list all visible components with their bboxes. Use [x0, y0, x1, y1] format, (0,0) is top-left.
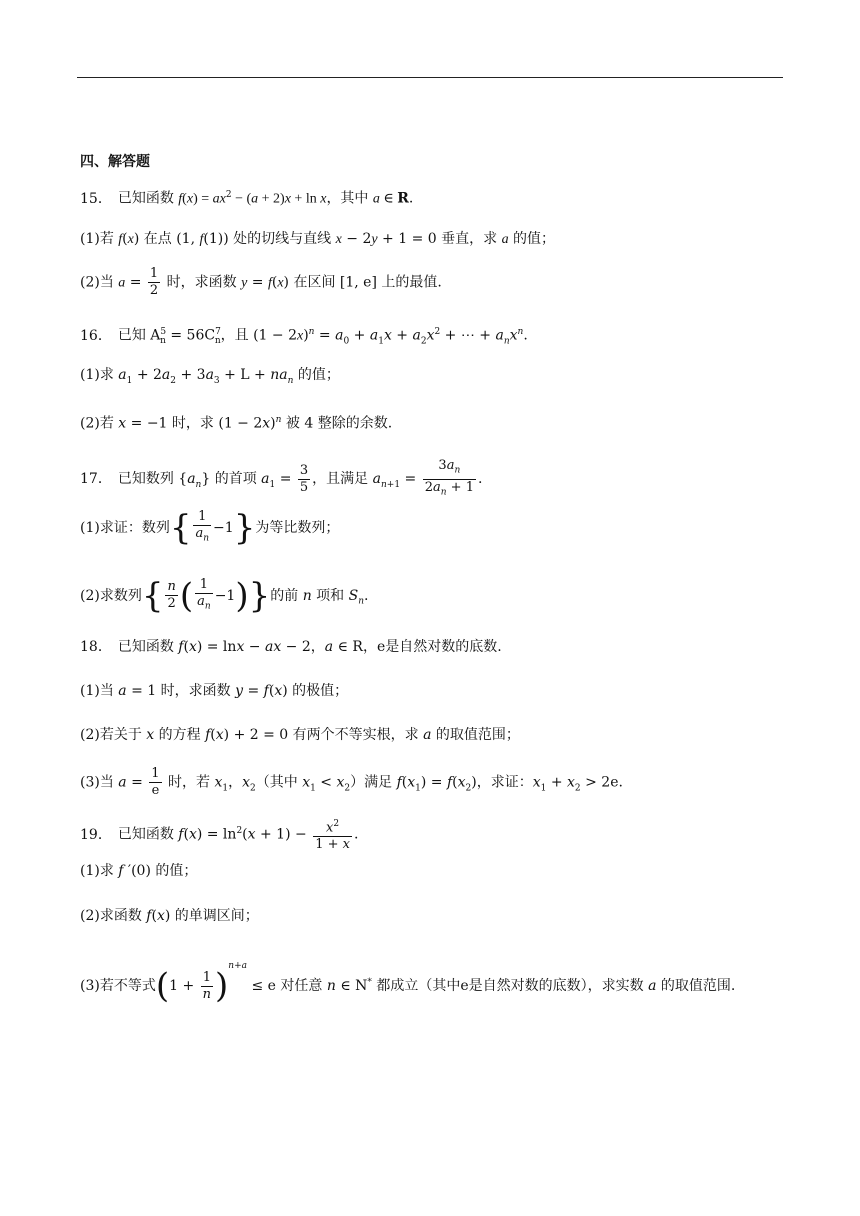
problem-18-stem: 18． 已知函数 f(x) = lnx − ax − 2，a ∈ R，e是自然对数的底数. — [80, 639, 502, 655]
problem-number: 18． — [80, 639, 112, 655]
problem-19-part-3: (3)若不等式(1 + $\frac{1}{n}$ )$^{n+a}$ ≤ e 对任意 n ∈ N* 都成立（其中e是自然对数的底数），求实数 a 的取值范围. — [80, 961, 736, 1006]
problem-18-part-1: (1)当 a = 1 时，求函数 y = f(x) 的极值； — [80, 683, 349, 699]
problem-16-stem: 16． 已知 $A^5_n = 56C^7_n$，且 $(1 - 2x)^n = a_0 + a_1x + a_2x^2$ + ⋯ + $a_nx^n$. — [80, 327, 528, 347]
problem-15-part-1: (1)若 f(x) 在点 (1, f(1)) 处的切线与直线 x − 2y + 1 = 0 垂直，求 a 的值； — [80, 231, 556, 247]
problem-19-part-2: (2)求函数 f(x) 的单调区间； — [80, 908, 259, 924]
problem-15-part-2: (2)当 a = $\frac{1}{2}$ 时，求函数 y = f(x) 在区间 [1, e] 上的最值. — [80, 266, 442, 298]
header-rule — [77, 77, 783, 78]
problem-number: 15． — [80, 190, 112, 207]
section-title: 四、解答题 — [80, 154, 150, 170]
problem-17-stem: 17． 已知数列 $\{a_n\}$ 的首项 $a_1$ = $\frac{3}{5}$ ，且满足 $a_{n+1}$ = $\frac{3a_n}{2a_n + 1}$ . — [80, 458, 483, 498]
problem-18-part-3: (3)当 a = $\frac{1}{e}$ 时，若 $x_1$，$x_2$（其中 $x_1 < x_2$）满足 $f(x_1) = f(x_2)$，求证：$x_1 + x_2 > 2e$. — [80, 766, 623, 798]
problem-number: 19． — [80, 826, 112, 843]
problem-16-part-2: (2)若 x = −1 时，求 $(1 - 2x)^n$ 被 4 整除的余数. — [80, 415, 393, 432]
problem-number: 16． — [80, 327, 112, 344]
problem-17-part-2: (2)求数列{ $\frac{n}{2}$ ( $\frac{1}{a_n}$ −1)}的前 n 项和 $S_n$. — [80, 575, 369, 616]
problem-18-part-2: (2)若关于 x 的方程 f(x) + 2 = 0 有两个不等实根，求 a 的取值范围； — [80, 727, 520, 743]
problem-17-part-1: (1)求证：数列{ $\frac{1}{a_n}$ −1}为等比数列； — [80, 507, 340, 548]
problem-19-part-1: (1)求 f ′(0) 的值； — [80, 863, 198, 879]
problem-15-stem: 15． 已知函数 $f(x) = ax^2 - (a + 2)x + \ln x$，其中 a ∈ R. — [80, 190, 414, 207]
problem-19-stem: 19． 已知函数 $f(x) = \ln^2(x + 1)$ − $\frac{x^2}{1 + x}$ . — [80, 816, 358, 853]
problem-16-part-1: (1)求 $a_1 + 2a_2 + 3a_3 + L + na_n$ 的值； — [80, 367, 340, 386]
problem-number: 17． — [80, 471, 112, 488]
